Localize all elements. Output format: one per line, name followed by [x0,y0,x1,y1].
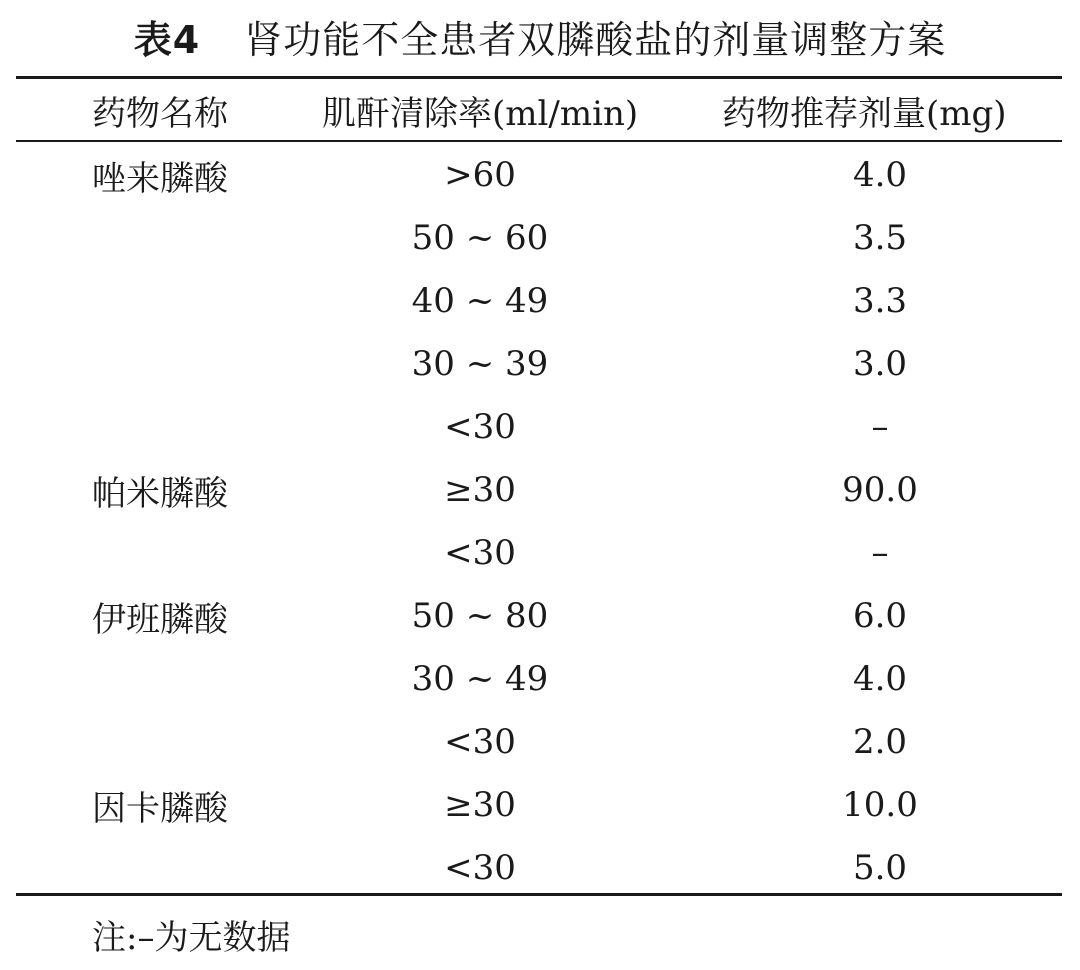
table-number: 表4 [133,17,201,62]
table-row [0,585,1080,647]
dose-cell: 4.0 [852,155,908,195]
dose-cell: 5.0 [852,848,908,888]
drug-name-cell: 唑来膦酸 [92,158,228,199]
table-row [0,648,1080,710]
table-row [0,333,1080,395]
table-note: 注:–为无数据 [92,917,291,958]
drug-name-cell: 帕米膦酸 [92,473,228,514]
top-rule [16,76,1062,79]
creatinine-clearance-cell: 50 ~ 80 [411,596,549,636]
bottom-rule [16,893,1062,896]
table-row [0,144,1080,206]
table-row [0,207,1080,269]
dose-cell: 4.0 [852,659,908,699]
drug-name-cell: 因卡膦酸 [92,788,228,829]
creatinine-clearance-cell: 40 ~ 49 [411,281,549,321]
creatinine-clearance-cell: <30 [444,533,516,573]
column-header-drug: 药物名称 [92,93,228,134]
column-header-creatinine-clearance: 肌酐清除率(ml/min) [322,93,639,134]
dose-cell: 3.3 [852,281,908,321]
table-row [0,270,1080,332]
table-caption [0,8,1080,64]
drug-name-cell: 伊班膦酸 [92,599,228,640]
table-title: 肾功能不全患者双膦酸盐的剂量调整方案 [244,17,947,62]
header-rule [16,140,1062,142]
dose-cell: 3.5 [852,218,908,258]
dose-cell: 3.0 [852,344,908,384]
table-row [0,837,1080,899]
table-row [0,522,1080,584]
table-row [0,774,1080,836]
table-row [0,459,1080,521]
dose-cell: 2.0 [852,722,908,762]
dose-cell: – [871,407,889,447]
creatinine-clearance-cell: 30 ~ 39 [411,344,549,384]
creatinine-clearance-cell: <30 [444,722,516,762]
dose-cell: 10.0 [842,785,918,825]
creatinine-clearance-cell: 30 ~ 49 [411,659,549,699]
creatinine-clearance-cell: ≥30 [444,785,516,825]
dose-cell: 6.0 [852,596,908,636]
table-row [0,711,1080,773]
creatinine-clearance-cell: >60 [444,155,516,195]
creatinine-clearance-cell: <30 [444,848,516,888]
column-header-dose: 药物推荐剂量(mg) [722,93,1007,134]
creatinine-clearance-cell: 50 ~ 60 [411,218,549,258]
creatinine-clearance-cell: ≥30 [444,470,516,510]
creatinine-clearance-cell: <30 [444,407,516,447]
dose-cell: 90.0 [842,470,918,510]
table-row [0,396,1080,458]
dose-cell: – [871,533,889,573]
